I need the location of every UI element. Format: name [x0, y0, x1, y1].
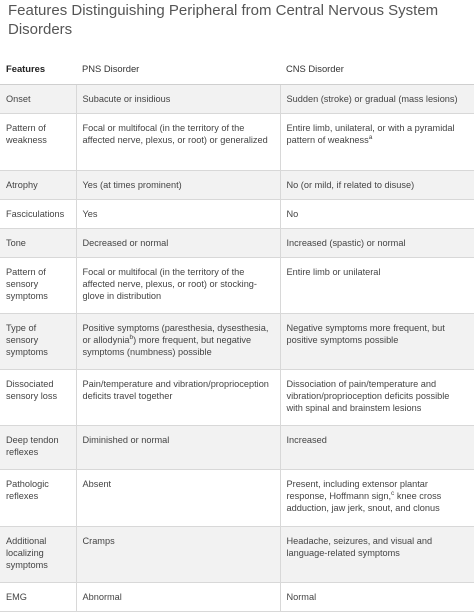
- header-cns: CNS Disorder: [280, 54, 474, 85]
- pns-cell: Focal or multifocal (in the territory of the affected nerve, plexus, or root) or stocking-glove in distribution: [76, 258, 280, 314]
- table-row: [0, 114, 474, 171]
- table-row: [0, 470, 474, 527]
- table-row: [0, 314, 474, 370]
- table-row: [0, 258, 474, 314]
- header-row: [0, 54, 474, 85]
- pns-cell: Yes: [76, 200, 280, 229]
- feature-cell: EMG: [0, 583, 76, 612]
- feature-cell: Pattern of sensory symptoms: [0, 258, 76, 314]
- cns-cell: [280, 470, 474, 527]
- table-row: [0, 171, 474, 200]
- pns-cell: Absent: [76, 470, 280, 527]
- feature-cell: Fasciculations: [0, 200, 76, 229]
- footnote-mark: a: [368, 133, 373, 141]
- footnote-mark: b: [129, 333, 134, 341]
- feature-cell: Pattern of weakness: [0, 114, 76, 171]
- table-row: [0, 426, 474, 470]
- table-row: [0, 370, 474, 426]
- header-features: Features: [0, 54, 76, 85]
- cns-text: Present, including extensor plantar response, Hoffmann sign,: [286, 479, 428, 501]
- pns-cell: Pain/temperature and vibration/proprioception deficits travel together: [76, 370, 280, 426]
- cns-cell: Normal: [280, 583, 474, 612]
- table-row: [0, 200, 474, 229]
- cns-cell: Headache, seizures, and visual and language-related symptoms: [280, 527, 474, 583]
- pns-cell: Subacute or insidious: [76, 85, 280, 114]
- cns-text: Entire limb, unilateral, or with a pyramidal pattern of weakness: [286, 123, 455, 145]
- table-row: [0, 85, 474, 114]
- feature-cell: Additional localizing symptoms: [0, 527, 76, 583]
- pns-text: Positive symptoms (paresthesia, dysesthesia, or allodynia: [82, 323, 269, 345]
- footnote-mark: c: [391, 489, 395, 497]
- cns-cell: No (or mild, if related to disuse): [280, 171, 474, 200]
- pns-cell: [76, 314, 280, 370]
- feature-cell: Onset: [0, 85, 76, 114]
- feature-cell: Pathologic reflexes: [0, 470, 76, 527]
- cns-cell: Increased (spastic) or normal: [280, 229, 474, 258]
- feature-cell: Type of sensory symptoms: [0, 314, 76, 370]
- pns-cell: Cramps: [76, 527, 280, 583]
- table-row: [0, 583, 474, 612]
- table-row: [0, 229, 474, 258]
- feature-cell: Deep tendon reflexes: [0, 426, 76, 470]
- table-title: Features Distinguishing Peripheral from Central Nervous System Disorders: [8, 2, 439, 38]
- pns-cell: Decreased or normal: [76, 229, 280, 258]
- pns-cell: Diminished or normal: [76, 426, 280, 470]
- feature-cell: Atrophy: [0, 171, 76, 200]
- cns-cell: Increased: [280, 426, 474, 470]
- cns-text-continued: knee cross adduction, jaw jerk, snout, and clonus: [286, 491, 442, 513]
- pns-cell: Abnormal: [76, 583, 280, 612]
- feature-cell: Tone: [0, 229, 76, 258]
- cns-cell: Sudden (stroke) or gradual (mass lesions): [280, 85, 474, 114]
- pns-text-continued: ) more frequent, but negative symptoms (numbness) possible: [82, 335, 252, 357]
- pns-cell: Yes (at times prominent): [76, 171, 280, 200]
- pns-cell: Focal or multifocal (in the territory of the affected nerve, plexus, or root) or generalized: [76, 114, 280, 171]
- features-table: [0, 54, 474, 612]
- cns-cell: Entire limb or unilateral: [280, 258, 474, 314]
- cns-cell: Dissociation of pain/temperature and vibration/proprioception deficits possible with spinal and brainstem lesions: [280, 370, 474, 426]
- header-pns: PNS Disorder: [76, 54, 280, 85]
- table-row: [0, 527, 474, 583]
- cns-cell: [280, 114, 474, 171]
- cns-cell: No: [280, 200, 474, 229]
- cns-cell: Negative symptoms more frequent, but positive symptoms possible: [280, 314, 474, 370]
- feature-cell: Dissociated sensory loss: [0, 370, 76, 426]
